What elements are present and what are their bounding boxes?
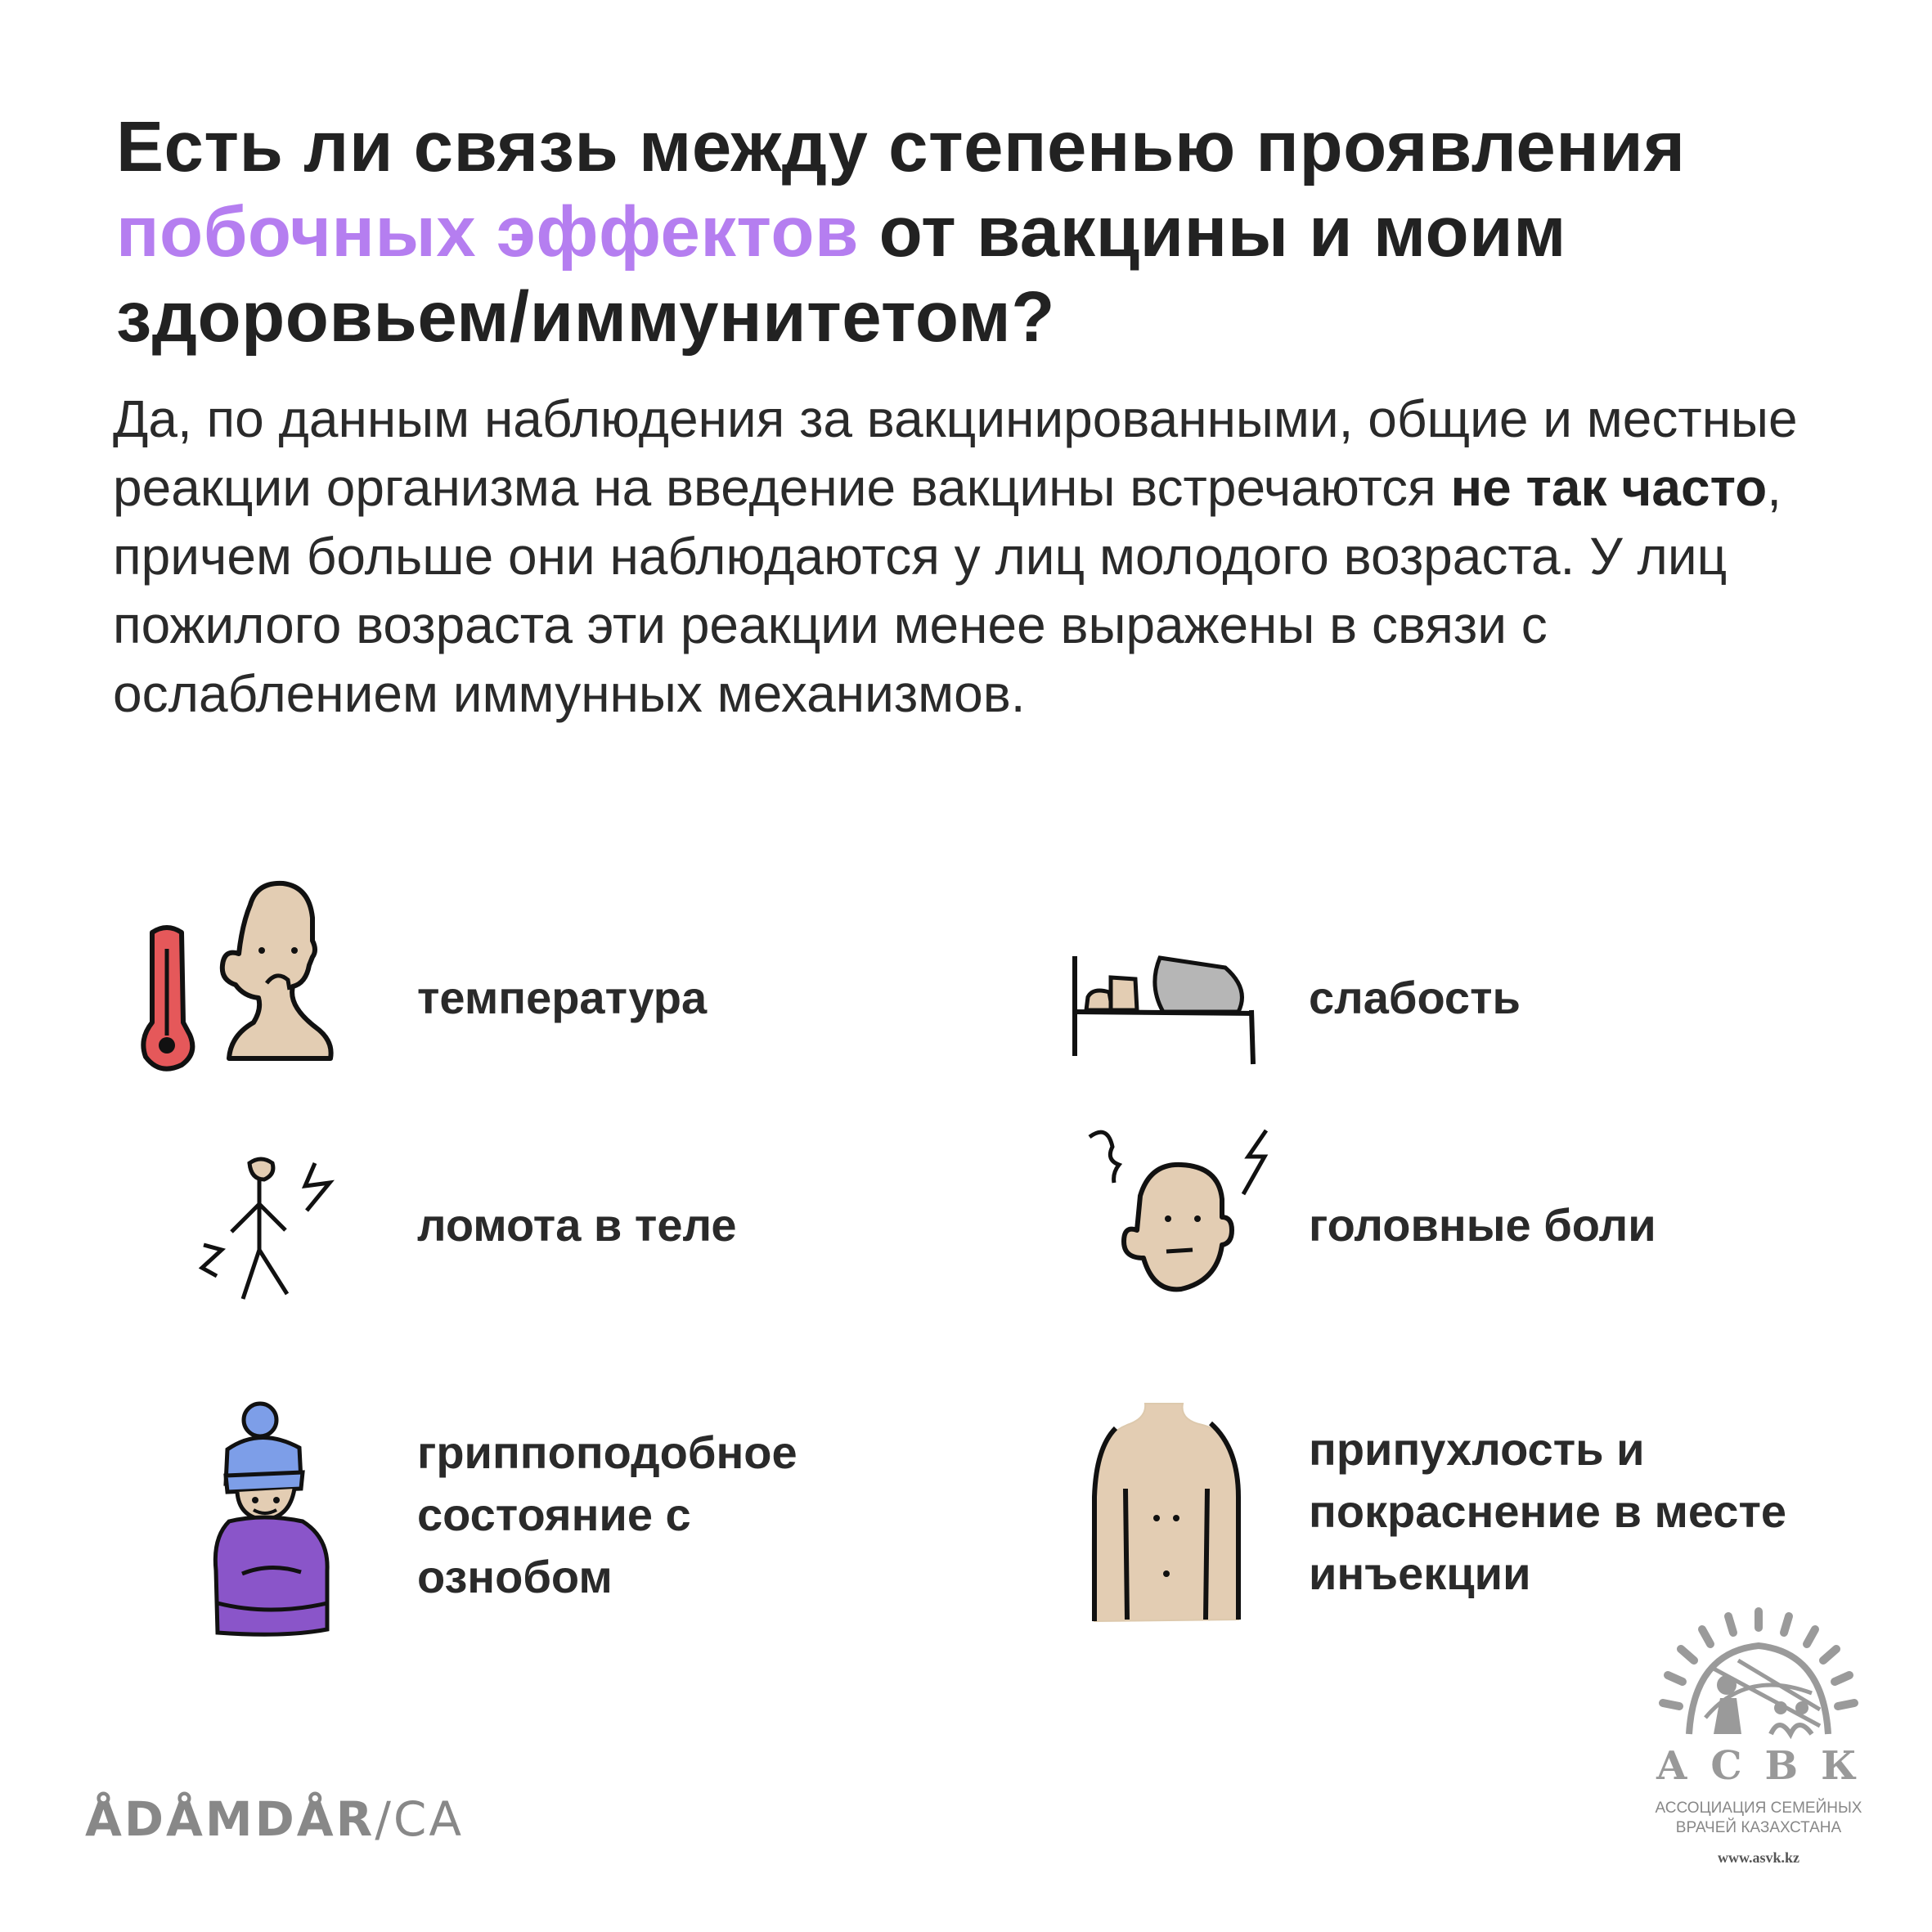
cold-person-icon (204, 1399, 344, 1652)
symptom-headaches: головные боли (1309, 1199, 1656, 1251)
aching-figure-icon (192, 1153, 348, 1309)
asvk-logo (1636, 1603, 1881, 1867)
symptom-temperature: температура (417, 972, 708, 1023)
adamdar-brand-suffix: /CA (375, 1791, 465, 1847)
adamdar-brand-text: ÅDÅMDÅR (85, 1791, 375, 1847)
asvk-abbreviation: АСВК (1656, 1743, 1880, 1789)
adamdar-logo (85, 1791, 464, 1847)
title-text-start: Есть ли связь между степенью проявления (116, 107, 1686, 186)
asvk-website-link[interactable]: www.asvk.kz (1717, 1849, 1800, 1866)
answer-paragraph (113, 384, 1871, 728)
answer-emphasis: не так часто (1450, 458, 1768, 517)
asvk-full-name (1636, 1799, 1881, 1838)
thermometer-sick-person-icon (131, 875, 344, 1072)
symptom-weakness: слабость (1309, 972, 1521, 1023)
title-highlight: побочных эффектов (116, 192, 859, 272)
asvk-emblem-icon (1656, 1603, 1861, 1742)
bed-icon (1063, 945, 1260, 1067)
answer-text-end: , причем больше они наблюдаются у лиц молодого возраста. У лиц пожилого возраста эти реакции менее выражены в связи с ослаблением иммунных механизмов. (113, 458, 1781, 723)
headache-face-icon (1080, 1121, 1276, 1301)
symptom-flu-like: гриппоподобное состояние с ознобом (417, 1427, 798, 1602)
bare-torso-icon (1088, 1399, 1251, 1628)
asvk-name-line-1: АССОЦИАЦИЯ СЕМЕЙНЫХ (1655, 1799, 1862, 1817)
title-text-end: от вакцины и моим здоровьем/иммунитетом? (116, 192, 1567, 357)
page-title (116, 105, 1834, 360)
symptom-body-aches: ломота в теле (417, 1199, 737, 1251)
answer-text-start: Да, по данным наблюдения за вакцинированными, общие и местные реакции организма на введение вакцины встречаются (113, 389, 1798, 517)
asvk-name-line-2: ВРАЧЕЙ КАЗАХСТАНА (1675, 1819, 1842, 1836)
symptom-injection-site-swelling: припухлость и покраснение в месте инъекции (1309, 1423, 1787, 1599)
